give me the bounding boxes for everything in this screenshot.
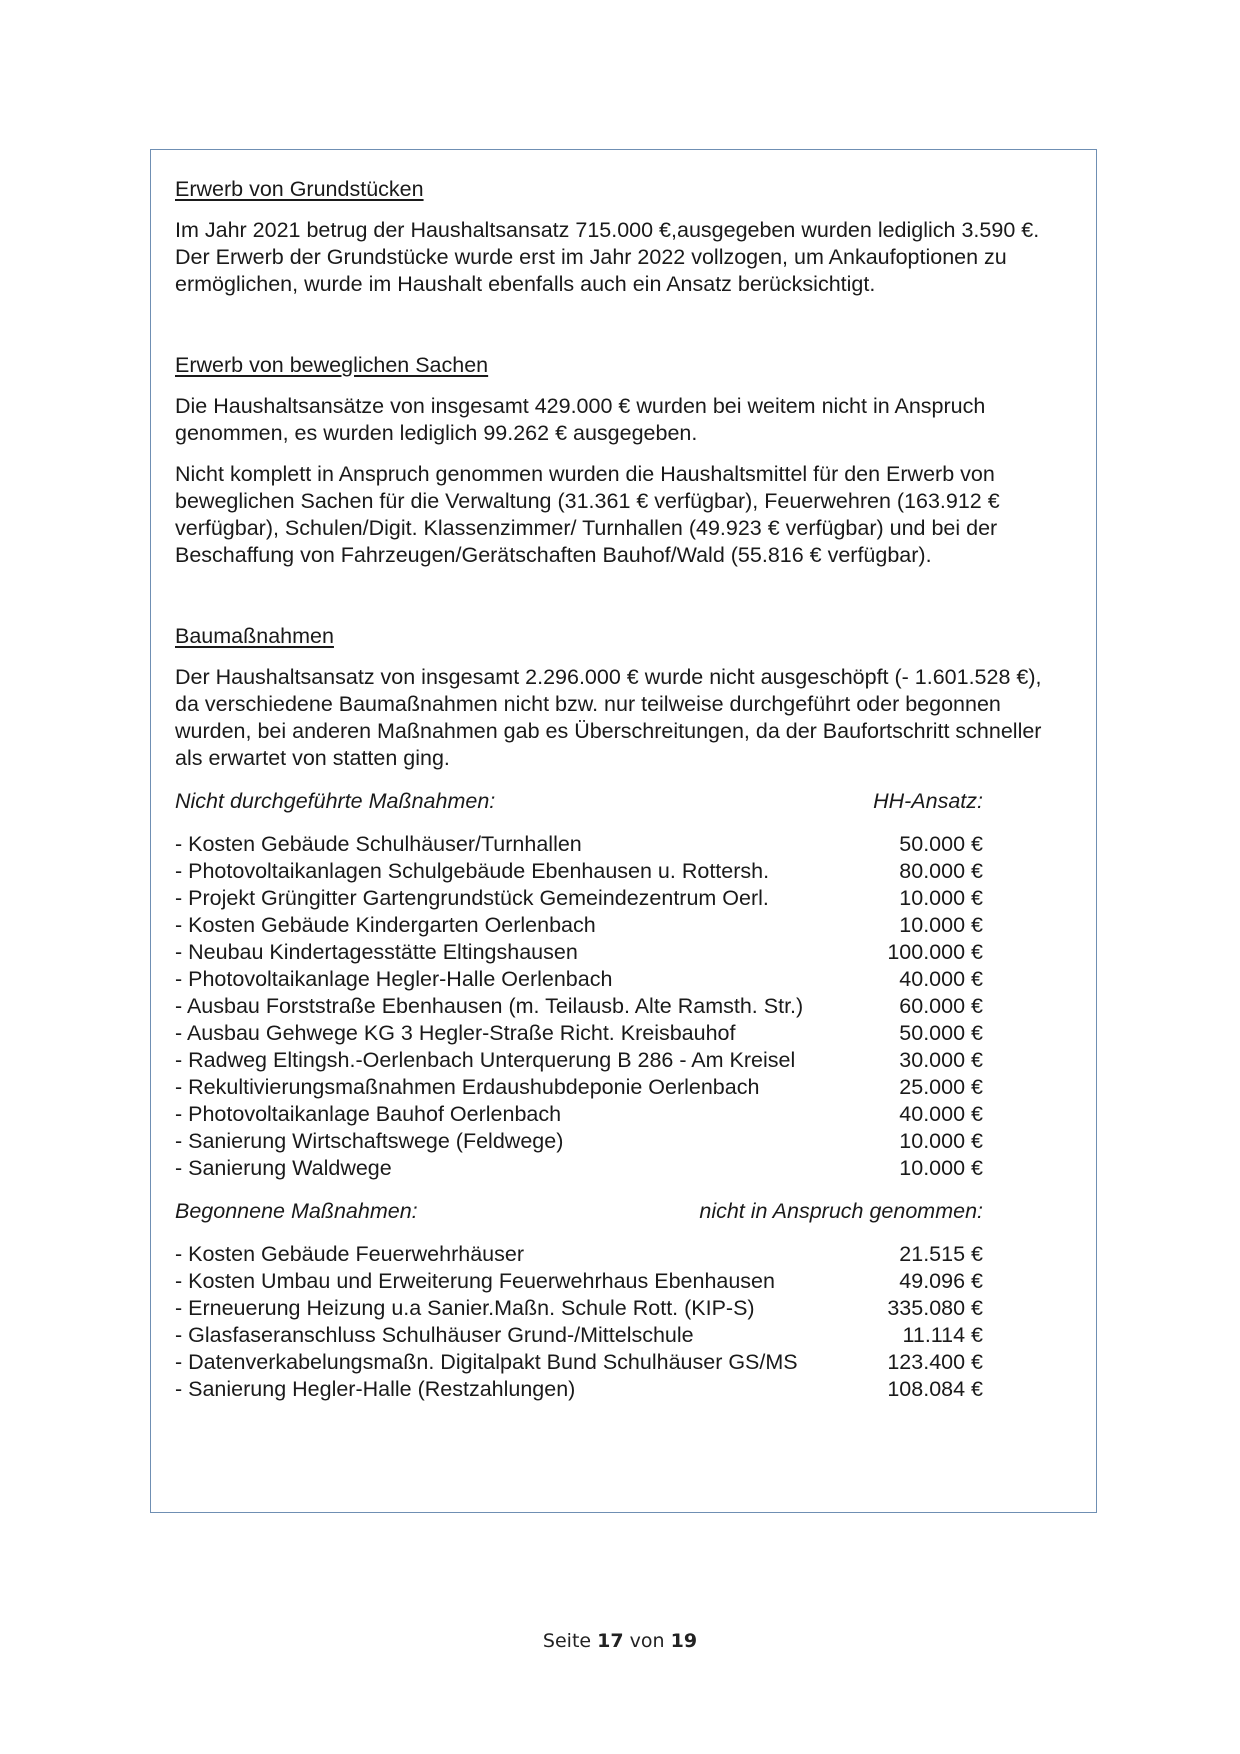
started-label: Begonnene Maßnahmen: [175, 1199, 418, 1223]
list-item [175, 1020, 983, 1047]
not-done-list [175, 831, 983, 1182]
item-name: - Neubau Kindertagesstätte Eltingshausen [175, 940, 578, 964]
item-amount: 11.114 € [902, 1323, 983, 1347]
section-heading-grundstuecke: Erwerb von Grundstücken [175, 177, 424, 201]
item-amount: 40.000 € [899, 967, 983, 991]
list-item [175, 939, 983, 966]
item-name: - Radweg Eltingsh.-Oerlenbach Unterquerung B 286 - Am Kreisel [175, 1048, 796, 1072]
footer-page-number: 17 [597, 1630, 624, 1652]
list-item [175, 885, 983, 912]
item-name: - Ausbau Gehwege KG 3 Hegler-Straße Richt. Kreisbauhof [175, 1021, 736, 1045]
footer-page-total: 19 [670, 1630, 698, 1652]
list-item [175, 1047, 983, 1074]
paragraph-bewegliche-sachen-2: Nicht komplett in Anspruch genommen wurden die Haushaltsmittel für den Erwerb von beweglichen Sachen für die Verwaltung (31.361 € verfügbar), Feuerwehren (163.912 € verfügbar), Schulen/Digit. Klassenzimmer/ Turnhallen (49.923 € verfügbar) und bei der Beschaffung von Fahrzeugen/Gerätschaften Bauhof/Wald (55.816 € verfügbar). [175, 462, 1000, 567]
item-name: - Photovoltaikanlage Bauhof Oerlenbach [175, 1102, 562, 1126]
list-item [175, 1074, 983, 1101]
item-name: - Kosten Umbau und Erweiterung Feuerwehrhaus Ebenhausen [175, 1269, 775, 1293]
list-item [175, 966, 983, 993]
footer-prefix: Seite [542, 1630, 592, 1652]
list-item [175, 1376, 983, 1403]
item-name: - Datenverkabelungsmaßn. Digitalpakt Bund Schulhäuser GS/MS [175, 1350, 798, 1374]
list-item [175, 1268, 983, 1295]
section-heading-baumassnahmen: Baumaßnahmen [175, 624, 334, 648]
list-item [175, 1322, 983, 1349]
paragraph-baumassnahmen: Der Haushaltsansatz von insgesamt 2.296.000 € wurde nicht ausgeschöpft (- 1.601.528 €), da verschiedene Baumaßnahmen nicht bzw. nur teilweise durchgeführt oder begonnen wurden, bei anderen Maßnahmen gab es Überschreitungen, da der Baufortschritt schneller als erwartet von statten ging. [175, 665, 1042, 770]
started-column-label: nicht in Anspruch genommen: [699, 1199, 983, 1223]
item-name: - Sanierung Wirtschaftswege (Feldwege) [175, 1129, 564, 1153]
page-footer [0, 1630, 1240, 1652]
item-name: - Photovoltaikanlage Hegler-Halle Oerlenbach [175, 967, 613, 991]
item-amount: 10.000 € [899, 913, 983, 937]
list-item [175, 993, 983, 1020]
item-amount: 335.080 € [887, 1296, 983, 1320]
list-item [175, 1295, 983, 1322]
item-amount: 21.515 € [899, 1242, 983, 1266]
item-amount: 25.000 € [899, 1075, 983, 1099]
item-name: - Sanierung Waldwege [175, 1156, 392, 1180]
item-name: - Rekultivierungsmaßnahmen Erdaushubdeponie Oerlenbach [175, 1075, 760, 1099]
item-name: - Photovoltaikanlagen Schulgebäude Ebenhausen u. Rottersh. [175, 859, 770, 883]
item-name: - Glasfaseranschluss Schulhäuser Grund-/Mittelschule [175, 1323, 694, 1347]
item-amount: 123.400 € [887, 1350, 983, 1374]
not-done-column-label: HH-Ansatz: [873, 789, 983, 813]
list-item [175, 831, 983, 858]
paragraph-grundstuecke: Im Jahr 2021 betrug der Haushaltsansatz 715.000 €,ausgegeben wurden lediglich 3.590 €. Der Erwerb der Grundstücke wurde erst im Jahr 2022 vollzogen, um Ankaufoptionen zu ermöglichen, wurde im Haushalt ebenfalls auch ein Ansatz berücksichtigt. [175, 218, 1040, 296]
item-name: - Kosten Gebäude Schulhäuser/Turnhallen [175, 832, 582, 856]
list-item [175, 1155, 983, 1182]
item-name: - Sanierung Hegler-Halle (Restzahlungen) [175, 1377, 576, 1401]
list-item [175, 912, 983, 939]
started-list [175, 1241, 983, 1403]
content-frame [150, 149, 1097, 1513]
document-body [175, 176, 1055, 1403]
item-name: - Kosten Gebäude Kindergarten Oerlenbach [175, 913, 596, 937]
not-done-label: Nicht durchgeführte Maßnahmen: [175, 789, 496, 813]
item-amount: 50.000 € [899, 1021, 983, 1045]
list-item [175, 858, 983, 885]
list-item [175, 1241, 983, 1268]
list-item [175, 1101, 983, 1128]
not-done-header [175, 788, 983, 815]
item-name: - Projekt Grüngitter Gartengrundstück Gemeindezentrum Oerl. [175, 886, 769, 910]
item-amount: 108.084 € [887, 1377, 983, 1401]
item-name: - Erneuerung Heizung u.a Sanier.Maßn. Schule Rott. (KIP-S) [175, 1296, 755, 1320]
item-amount: 10.000 € [899, 1129, 983, 1153]
item-amount: 30.000 € [899, 1048, 983, 1072]
section-heading-bewegliche-sachen: Erwerb von beweglichen Sachen [175, 353, 489, 377]
item-amount: 10.000 € [899, 886, 983, 910]
item-amount: 80.000 € [899, 859, 983, 883]
item-amount: 10.000 € [899, 1156, 983, 1180]
item-amount: 100.000 € [887, 940, 983, 964]
started-header [175, 1198, 983, 1225]
item-amount: 49.096 € [899, 1269, 983, 1293]
footer-middle: von [629, 1630, 665, 1652]
list-item [175, 1128, 983, 1155]
paragraph-bewegliche-sachen-1: Die Haushaltsansätze von insgesamt 429.000 € wurden bei weitem nicht in Anspruch genommen, es wurden lediglich 99.262 € ausgegeben. [175, 394, 986, 445]
item-amount: 60.000 € [899, 994, 983, 1018]
item-name: - Kosten Gebäude Feuerwehrhäuser [175, 1242, 524, 1266]
item-amount: 40.000 € [899, 1102, 983, 1126]
list-item [175, 1349, 983, 1376]
item-amount: 50.000 € [899, 832, 983, 856]
item-name: - Ausbau Forststraße Ebenhausen (m. Teilausb. Alte Ramsth. Str.) [175, 994, 804, 1018]
